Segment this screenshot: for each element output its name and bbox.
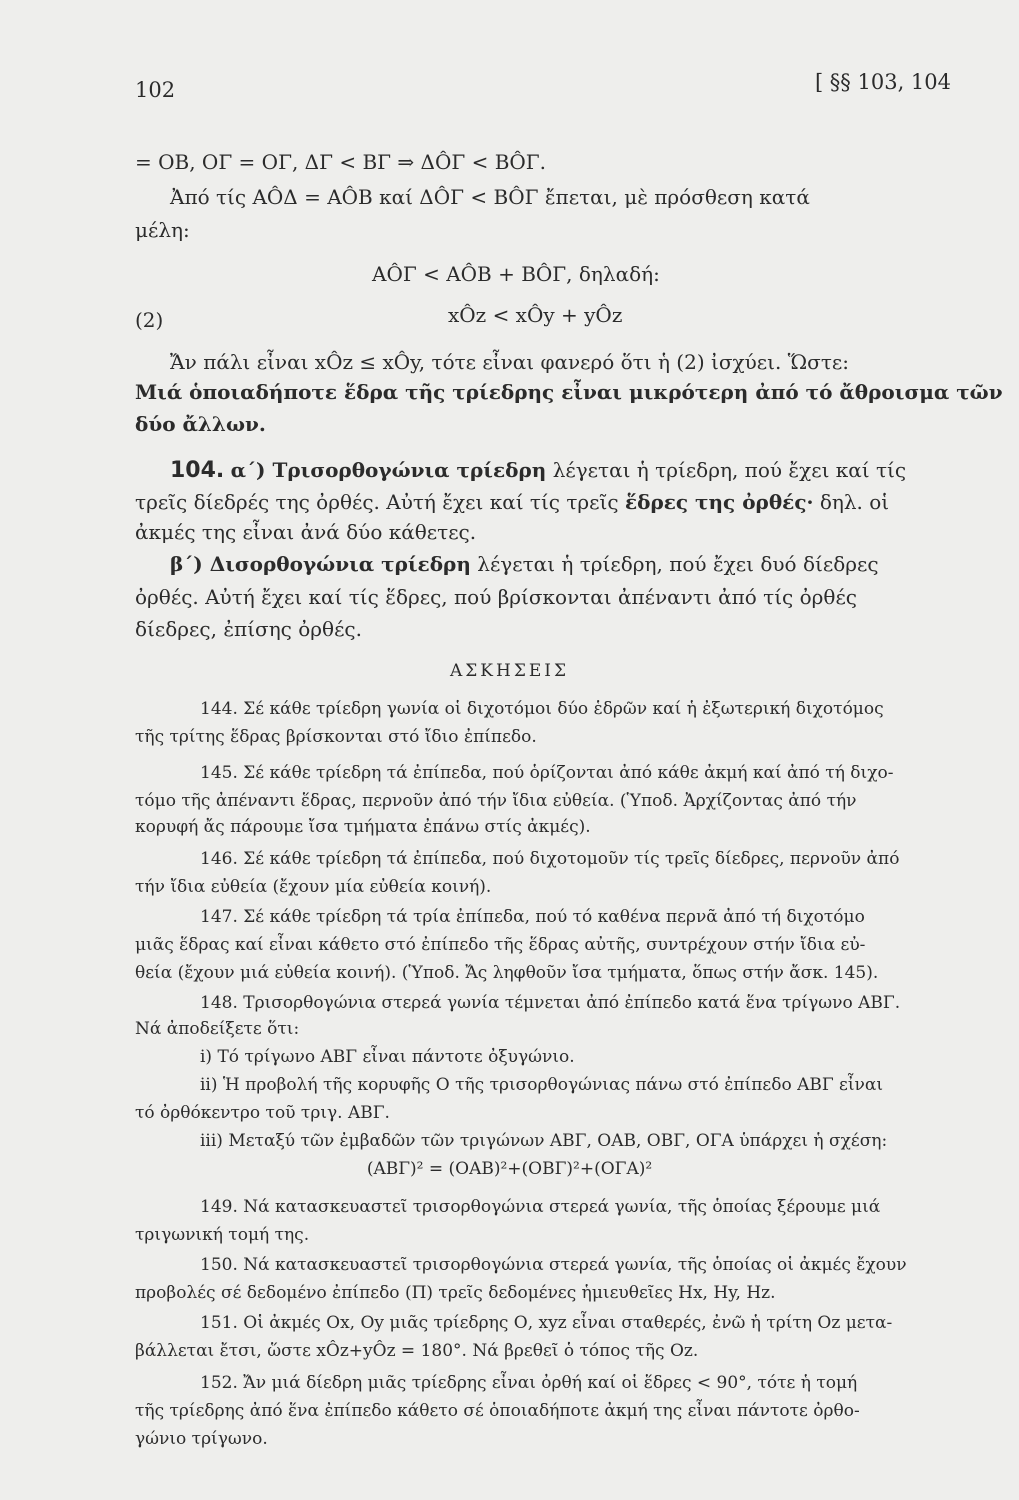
formula-2: xÔz < xÔy + yÔz bbox=[448, 303, 623, 327]
page-number: 102 bbox=[135, 78, 176, 102]
exercise-line: θεία (ἔχουν μιά εὐθεία κοινή). (Ὑποδ. Ἄς ληφθοῦν ἴσα τμήματα, ὅπως στήν ἄσκ. 145). bbox=[135, 963, 879, 983]
exercise-line: i) Τό τρίγωνο ΑΒΓ εἶναι πάντοτε ὀξυγώνιο. bbox=[200, 1047, 575, 1067]
exercise-line: τό ὀρθόκεντρο τοῦ τριγ. ΑΒΓ. bbox=[135, 1103, 390, 1123]
definition-a-text-3: δηλ. οἱ bbox=[819, 490, 890, 514]
exercise-line: προβολές σέ δεδομένο ἐπίπεδο (Π) τρεῖς δεδομένες ἡμιευθεῖες Hx, Hy, Hz. bbox=[135, 1283, 776, 1303]
definition-b-text: λέγεται ἡ τρίεδρη, πού ἔχει δυό δίεδρες bbox=[477, 552, 879, 576]
exercise-line: γώνιο τρίγωνο. bbox=[135, 1429, 268, 1449]
exercise-line: 146. Σέ κάθε τρίεδρη τά ἐπίπεδα, πού διχοτομοῦν τίς τρεῖς δίεδρες, περνοῦν ἀπό bbox=[200, 849, 900, 869]
exercise-line: iii) Μεταξύ τῶν ἐμβαδῶν τῶν τριγώνων ΑΒΓ, ΟΑΒ, ΟΒΓ, ΟΓΑ ὑπάρχει ἡ σχέση: bbox=[200, 1131, 888, 1151]
exercise-line: τήν ἴδια εὐθεία (ἔχουν μία εὐθεία κοινή). bbox=[135, 877, 492, 897]
proof-line-2: Ἀπό τίς ΑÔΔ = ΑÔΒ καί ΔÔΓ < ΒÔΓ ἔπεται, μὲ πρόσθεση κατά bbox=[170, 185, 810, 209]
section-reference: [ §§ 103, 104 bbox=[814, 70, 951, 94]
exercise-line: 150. Νά κατασκευαστεῖ τρισορθογώνια στερεά γωνία, τῆς ὁποίας οἱ ἀκμές ἔχουν bbox=[200, 1255, 907, 1275]
exercise-line: βάλλεται ἔτσι, ὥστε xÔz+yÔz = 180°. Νά βρεθεῖ ὁ τόπος τῆς Οz. bbox=[135, 1341, 699, 1361]
definition-a-text: λέγεται ἡ τρίεδρη, πού ἔχει καί τίς bbox=[552, 458, 907, 482]
term-bisorthogonal: β΄) Δισορθογώνια τρίεδρη bbox=[170, 552, 471, 576]
conclusion-line-1: Μιά ὁποιαδήποτε ἕδρα τῆς τρίεδρης εἶναι μικρότερη ἀπό τό ἄθροισμα τῶν bbox=[135, 380, 1003, 404]
exercise-line: 152. Ἄν μιά δίεδρη μιᾶς τρίεδρης εἶναι ὀρθή καί οἱ ἕδρες < 90°, τότε ἡ τομή bbox=[200, 1373, 858, 1393]
equation-label: (2) bbox=[135, 308, 164, 332]
section-104-line-1 bbox=[170, 458, 906, 483]
proof-line-4: Ἄν πάλι εἶναι xÔz ≤ xÔy, τότε εἶναι φανερό ὅτι ἡ (2) ἰσχύει. Ὥστε: bbox=[170, 350, 849, 374]
conclusion-line-2: δύο ἄλλων. bbox=[135, 412, 266, 436]
exercise-line: 147. Σέ κάθε τρίεδρη τά τρία ἐπίπεδα, πού τό καθένα περνᾶ ἀπό τή διχοτόμο bbox=[200, 907, 865, 927]
exercise-line: μιᾶς ἕδρας καί εἶναι κάθετο στό ἐπίπεδο τῆς ἕδρας αὐτῆς, συντρέχουν στήν ἴδια εὐ- bbox=[135, 935, 866, 955]
exercise-line: τριγωνική τομή της. bbox=[135, 1225, 310, 1245]
section-104-b-line-3: δίεδρες, ἐπίσης ὀρθές. bbox=[135, 617, 362, 641]
exercise-line: 144. Σέ κάθε τρίεδρη γωνία οἱ διχοτόμοι δύο ἑδρῶν καί ἡ ἐξωτερική διχοτόμος bbox=[200, 699, 884, 719]
term-trisorthogonal: α΄) Τρισορθογώνια τρίεδρη bbox=[230, 458, 547, 482]
section-104-b-line-1 bbox=[170, 552, 879, 576]
exercise-line: τῆς τρίεδρης ἀπό ἕνα ἐπίπεδο κάθετο σέ ὁποιαδήποτε ἀκμή της εἶναι πάντοτε ὀρθο- bbox=[135, 1401, 860, 1421]
exercise-line: Νά ἀποδείξετε ὅτι: bbox=[135, 1019, 300, 1039]
exercise-line: τόμο τῆς ἀπέναντι ἕδρας, περνοῦν ἀπό τήν ἴδια εὐθεία. (Ὑποδ. Ἀρχίζοντας ἀπό τήν bbox=[135, 791, 857, 811]
exercise-line: 148. Τρισορθογώνια στερεά γωνία τέμνεται ἀπό ἐπίπεδο κατά ἕνα τρίγωνο ΑΒΓ. bbox=[200, 993, 901, 1013]
proof-line-3: μέλη: bbox=[135, 218, 190, 242]
exercise-line: τῆς τρίτης ἕδρας βρίσκονται στό ἴδιο ἐπίπεδο. bbox=[135, 727, 537, 747]
exercise-formula: (ΑΒΓ)² = (ΟΑΒ)²+(ΟΒΓ)²+(ΟΓΑ)² bbox=[366, 1159, 653, 1179]
exercise-line: 145. Σέ κάθε τρίεδρη τά ἐπίπεδα, πού ὁρίζονται ἀπό κάθε ἀκμή καί ἀπό τή διχο- bbox=[200, 763, 894, 783]
bold-faces-right: ἕδρες της ὀρθές· bbox=[624, 490, 814, 514]
exercise-line: 149. Νά κατασκευαστεῖ τρισορθογώνια στερεά γωνία, τῆς ὁποίας ξέρουμε μιά bbox=[200, 1197, 881, 1217]
proof-line-1: = ΟΒ, ΟΓ = ΟΓ, ΔΓ < ΒΓ ⇒ ΔÔΓ < ΒÔΓ. bbox=[135, 150, 547, 174]
definition-a-text-2: τρεῖς δίεδρές της ὀρθές. Αὐτή ἔχει καί τίς τρεῖς bbox=[135, 490, 619, 514]
section-number: 104. bbox=[170, 458, 225, 483]
exercises-title: ΑΣΚΗΣΕΙΣ bbox=[450, 661, 569, 681]
section-104-line-2 bbox=[135, 490, 889, 514]
exercise-line: ii) Ἡ προβολή τῆς κορυφῆς Ο τῆς τρισορθογώνιας πάνω στό ἐπίπεδο ΑΒΓ εἶναι bbox=[200, 1075, 884, 1095]
section-104-b-line-2: ὀρθές. Αὐτή ἔχει καί τίς ἕδρες, πού βρίσκονται ἀπέναντι ἀπό τίς ὀρθές bbox=[135, 585, 858, 609]
section-104-line-3: ἀκμές της εἶναι ἀνά δύο κάθετες. bbox=[135, 520, 477, 544]
exercise-line: 151. Οἱ ἀκμές Οx, Οy μιᾶς τρίεδρης Ο, xyz εἶναι σταθερές, ἐνῶ ἡ τρίτη Οz μετα- bbox=[200, 1313, 893, 1333]
exercise-line: κορυφή ἄς πάρουμε ἴσα τμήματα ἐπάνω στίς ἀκμές). bbox=[135, 817, 591, 837]
formula-1: ΑÔΓ < ΑÔΒ + ΒÔΓ, δηλαδή: bbox=[372, 262, 660, 286]
